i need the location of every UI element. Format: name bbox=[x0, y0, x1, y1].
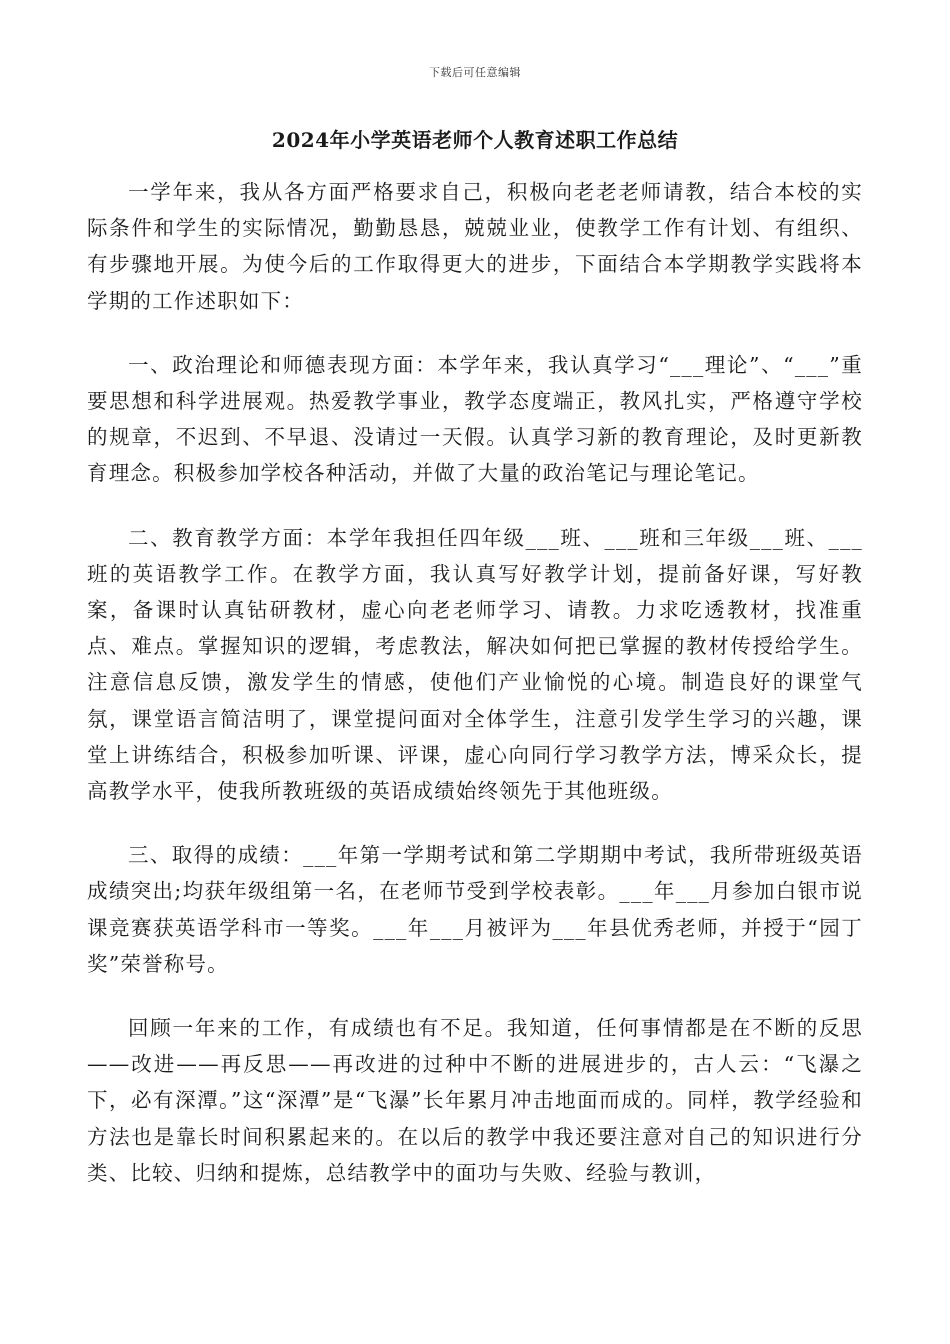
paragraph-achievements: 三、取得的成绩：___年第一学期考试和第二学期期中考试，我所带班级英语成绩突出;均获年级组第一名，在老师节受到学校表彰。___年___月参加白银市说课竞赛获英语学科市一等奖。___年___月被评为___年县优秀老师，并授于“园丁奖”荣誉称号。 bbox=[87, 843, 863, 976]
document-title: 2024年小学英语老师个人教育述职工作总结 bbox=[271, 128, 679, 152]
paragraph-intro: 一学年来，我从各方面严格要求自己，积极向老老老师请教，结合本校的实际条件和学生的实际情况，勤勤恳恳，兢兢业业，使教学工作有计划、有组织、有步骤地开展。为使今后的工作取得更大的进步，下面结合本学期教学实践将本学期的工作述职如下： bbox=[87, 180, 863, 313]
paragraph-teaching: 二、教育教学方面：本学年我担任四年级___班、___班和三年级___班、___班的英语教学工作。在教学方面，我认真写好教学计划，提前备好课，写好教案，备课时认真钻研教材，虚心向老老师学习、请教。力求吃透教材，找准重点、难点。掌握知识的逻辑，考虑教法，解决如何把已掌握的教材传授给学生。注意信息反馈，激发学生的情感，使他们产业愉悦的心境。制造良好的课堂气氛，课堂语言简洁明了，课堂提问面对全体学生，注意引发学生学习的兴趣，课堂上讲练结合，积极参加听课、评课，虚心向同行学习教学方法，博采众长，提高教学水平，使我所教班级的英语成绩始终领先于其他班级。 bbox=[87, 525, 863, 804]
paragraph-review: 回顾一年来的工作，有成绩也有不足。我知道，任何事情都是在不断的反思——改进——再反思——再改进的过种中不断的进展进步的，古人云：“飞瀑之下，必有深潭。”这“深潭”是“飞瀑”长年累月冲击地面而成的。同样，教学经验和方法也是靠长时间积累起来的。在以后的教学中我还要注意对自己的知识进行分类、比较、归纳和提炼，总结教学中的面功与失败、经验与教训， bbox=[87, 1016, 863, 1185]
document-body bbox=[87, 174, 863, 1219]
paragraph-politics: 一、政治理论和师德表现方面：本学年来，我认真学习“___理论”、“___”重要思想和科学进展观。热爱教学事业，教学态度端正，教风扎实，严格遵守学校的规章，不迟到、不早退、没请过一天假。认真学习新的教育理论，及时更新教育理念。积极参加学校各种活动，并做了大量的政治笔记与理论笔记。 bbox=[87, 352, 863, 486]
header-note: 下载后可任意编辑 bbox=[429, 66, 521, 79]
